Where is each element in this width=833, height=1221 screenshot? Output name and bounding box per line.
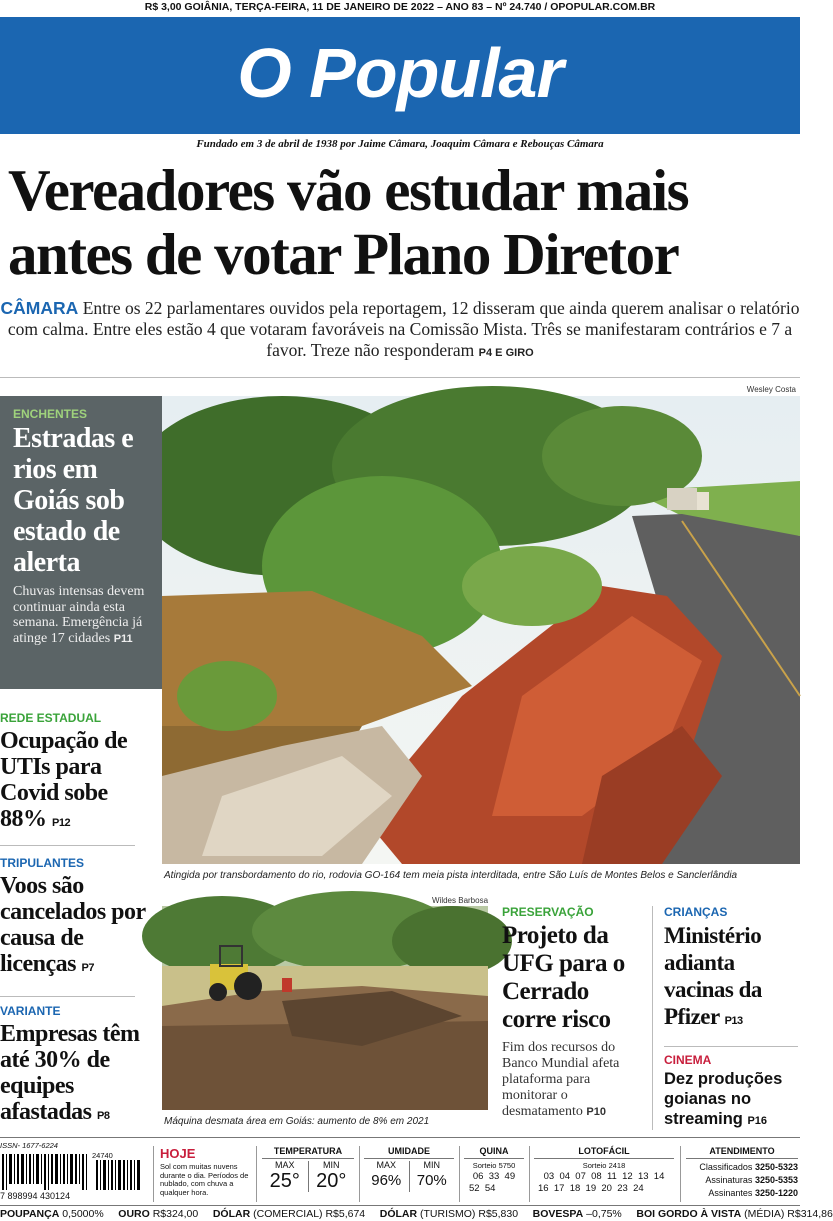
second-photo-credit: Wildes Barbosa <box>432 896 489 905</box>
divider <box>256 1146 257 1202</box>
hum-min-label: MIN <box>423 1160 440 1170</box>
divider <box>664 1046 798 1047</box>
story-headline <box>0 1021 148 1129</box>
atendimento-phone: 3250-5353 <box>754 1175 798 1185</box>
ticker-item <box>533 1208 622 1220</box>
lotofacil-row1: 03 04 07 08 11 12 13 14 <box>543 1170 665 1182</box>
atendimento-label: Assinaturas <box>705 1175 753 1185</box>
story-headline-text: Empresas têm até 30% de equipes afastadas <box>0 1021 140 1125</box>
story-headline-text: Ocupação de UTIs para Covid sobe 88% <box>0 728 128 832</box>
main-photo-caption: Atingida por transbordamento do rio, rodovia GO-164 tem meia pista interditada, entre São Luís de Montes Belos e Sanclerlândia <box>164 870 738 881</box>
market-ticker <box>0 1207 833 1221</box>
hum-max: 96% <box>371 1171 402 1189</box>
story-ref: P7 <box>81 962 94 974</box>
ticker-item <box>118 1208 198 1220</box>
ticker-sub: (MÉDIA) <box>744 1208 785 1220</box>
story-kicker: CRIANÇAS <box>664 905 728 919</box>
story-preservacao[interactable] <box>502 905 642 1120</box>
enchentes-kicker: ENCHENTES <box>13 407 88 421</box>
quina-title: QUINA <box>464 1146 524 1159</box>
ticker-value: –0,75% <box>586 1208 622 1220</box>
lead-headline-line1: Vereadores vão estudar mais <box>8 157 689 223</box>
story-text-body: Fim dos recursos do Banco Mundial afeta plataforma para monitorar o desmatamento <box>502 1040 620 1119</box>
story-headline-text: Voos são cancelados por causa de licenças <box>0 873 146 977</box>
story-kicker: REDE ESTADUAL <box>0 711 102 725</box>
atendimento-label: Classificados <box>699 1162 753 1172</box>
story-headline <box>0 728 148 836</box>
story-kicker: PRESERVAÇÃO <box>502 905 594 919</box>
lotofacil-sorteio: Sorteio 2418 <box>582 1161 626 1170</box>
atendimento-line[interactable] <box>686 1174 798 1187</box>
edition-number: 24740 <box>92 1151 113 1160</box>
second-photo[interactable] <box>162 906 488 1110</box>
temp-max: 25° <box>269 1169 300 1192</box>
story-headline: Projeto da UFG para o Cerrado corre risco <box>502 922 625 1033</box>
story-headline <box>664 1069 800 1131</box>
humidity-box <box>364 1146 454 1204</box>
divider <box>652 906 653 1130</box>
story-ref: P10 <box>586 1106 606 1118</box>
story-criancas[interactable] <box>664 905 800 1035</box>
divider <box>680 1146 681 1202</box>
story-text <box>502 1040 642 1120</box>
quina-row1: 06 33 49 <box>472 1170 516 1182</box>
atendimento-label: Assinantes <box>708 1188 753 1198</box>
ticker-sub: (TURISMO) <box>420 1208 476 1220</box>
atendimento-phone: 3250-1220 <box>754 1188 798 1198</box>
enchentes-text <box>13 584 154 647</box>
ticker-label: BOVESPA <box>532 1208 584 1220</box>
hoje-title: HOJE <box>160 1146 196 1161</box>
lotofacil-row2: 16 17 18 19 20 23 24 <box>538 1182 644 1194</box>
story-kicker: CINEMA <box>664 1053 712 1067</box>
enchentes-box[interactable] <box>0 396 162 689</box>
lead-deck <box>0 298 800 364</box>
temp-max-label: MAX <box>274 1160 295 1170</box>
main-photo[interactable] <box>162 396 800 864</box>
story-headline <box>664 922 800 1035</box>
ticker-label: POUPANÇA <box>0 1208 60 1220</box>
barcode-icon <box>0 1151 146 1190</box>
story-ref: P8 <box>97 1110 110 1122</box>
enchentes-text-body: Chuvas intensas devem continuar ainda esta semana. Emergência já atinge 17 cidades <box>13 584 145 646</box>
divider <box>0 377 800 378</box>
divider <box>0 845 135 846</box>
atendimento-box <box>686 1146 798 1204</box>
ticker-value: R$324,00 <box>152 1208 199 1220</box>
quina-sorteio: Sorteio 5750 <box>472 1161 516 1170</box>
divider <box>359 1146 360 1202</box>
story-headline <box>0 873 148 981</box>
ticker-label: DÓLAR <box>379 1208 418 1220</box>
flood-road-photo <box>162 396 800 864</box>
story-ref: P16 <box>747 1115 768 1127</box>
divider <box>0 996 135 997</box>
barcode-block <box>0 1142 148 1204</box>
divider <box>0 1137 800 1138</box>
divider <box>459 1146 460 1202</box>
ticker-label: BOI GORDO À VISTA <box>636 1208 742 1220</box>
quina-box <box>464 1146 524 1204</box>
hum-max-label: MAX <box>376 1160 396 1170</box>
ticker-item <box>213 1208 365 1220</box>
main-photo-credit: Wesley Costa <box>746 385 796 394</box>
divider <box>0 1205 800 1206</box>
temp-min-label: MIN <box>323 1160 340 1170</box>
lead-ref: P4 E GIRO <box>478 347 534 359</box>
hoje-text: Sol com muitas nuvens durante o dia. Períodos de nublado, com chuva a qualquer hora. <box>160 1162 249 1197</box>
issn: ISSN- 1677-6224 <box>0 1141 58 1150</box>
enchentes-ref: P11 <box>113 632 133 645</box>
ticker-item <box>636 1208 832 1220</box>
dateline: R$ 3,00 GOIÂNIA, TERÇA-FEIRA, 11 DE JANEIRO DE 2022 – ANO 83 – Nº 24.740 / OPOPULAR.COM.BR <box>144 1 656 13</box>
lead-headline[interactable] <box>8 158 798 286</box>
ticker-label: DÓLAR <box>212 1208 251 1220</box>
ticker-value: R$5,830 <box>478 1208 519 1220</box>
deforestation-photo <box>162 906 488 1110</box>
second-photo-caption: Máquina desmata área em Goiás: aumento de 8% em 2021 <box>164 1116 430 1127</box>
atendimento-line[interactable] <box>686 1161 798 1174</box>
founded-line: Fundado em 3 de abril de 1938 por Jaime Câmara, Joaquim Câmara e Rebouças Câmara <box>196 138 604 150</box>
atendimento-phone: 3250-5323 <box>754 1162 798 1172</box>
masthead-logo[interactable]: O Popular <box>0 17 800 134</box>
ticker-label: OURO <box>118 1208 150 1220</box>
temperature-box <box>262 1146 354 1204</box>
ticker-value: 0,5000% <box>62 1208 104 1220</box>
enchentes-headline: Estradas e rios em Goiás sob estado de alerta <box>13 423 134 578</box>
lead-headline-line2: antes de votar Plano Diretor <box>8 221 679 287</box>
lotofacil-box <box>534 1146 674 1204</box>
humidity-title: UMIDADE <box>364 1146 454 1159</box>
story-kicker: VARIANTE <box>0 1004 61 1018</box>
story-kicker: TRIPULANTES <box>0 856 84 870</box>
barcode-digits: 7 898994 430124 <box>0 1191 71 1201</box>
ticker-item <box>380 1208 518 1220</box>
ticker-sub: (COMERCIAL) <box>253 1208 323 1220</box>
story-ref: P12 <box>52 817 71 829</box>
story-variante[interactable] <box>0 1004 148 1129</box>
weather-today <box>160 1146 250 1204</box>
ticker-value: R$314,86 <box>787 1208 833 1220</box>
lotofacil-title: LOTOFÁCIL <box>534 1146 674 1159</box>
lead-kicker: CÂMARA <box>0 298 79 318</box>
story-headline-text: Ministério adianta vacinas da Pfizer <box>664 923 762 1029</box>
story-tripulantes[interactable] <box>0 856 148 981</box>
ticker-value: R$5,674 <box>325 1208 366 1220</box>
story-cinema[interactable] <box>664 1053 800 1131</box>
atendimento-line[interactable] <box>686 1187 798 1200</box>
story-ref: P13 <box>724 1015 743 1027</box>
hum-min: 70% <box>416 1171 447 1189</box>
lead-deck-text: Entre os 22 parlamentares ouvidos pela reportagem, 12 disseram que ainda querem analisar o relatório com calma. Entre eles estão 4 que votaram favoráveis na Comissão Mista. Três se manifestaram contrários e 7 a favor. Treze não responderam <box>7 298 800 360</box>
story-rede-estadual[interactable] <box>0 711 148 836</box>
story-headline-text: Dez produções goianas no streaming <box>664 1070 783 1128</box>
divider <box>529 1146 530 1202</box>
atendimento-title: ATENDIMENTO <box>686 1146 798 1159</box>
ticker-item <box>0 1208 104 1220</box>
quina-row2: 52 54 <box>469 1182 496 1194</box>
divider <box>153 1146 154 1202</box>
temperature-title: TEMPERATURA <box>262 1146 354 1159</box>
temp-min: 20° <box>316 1169 347 1192</box>
